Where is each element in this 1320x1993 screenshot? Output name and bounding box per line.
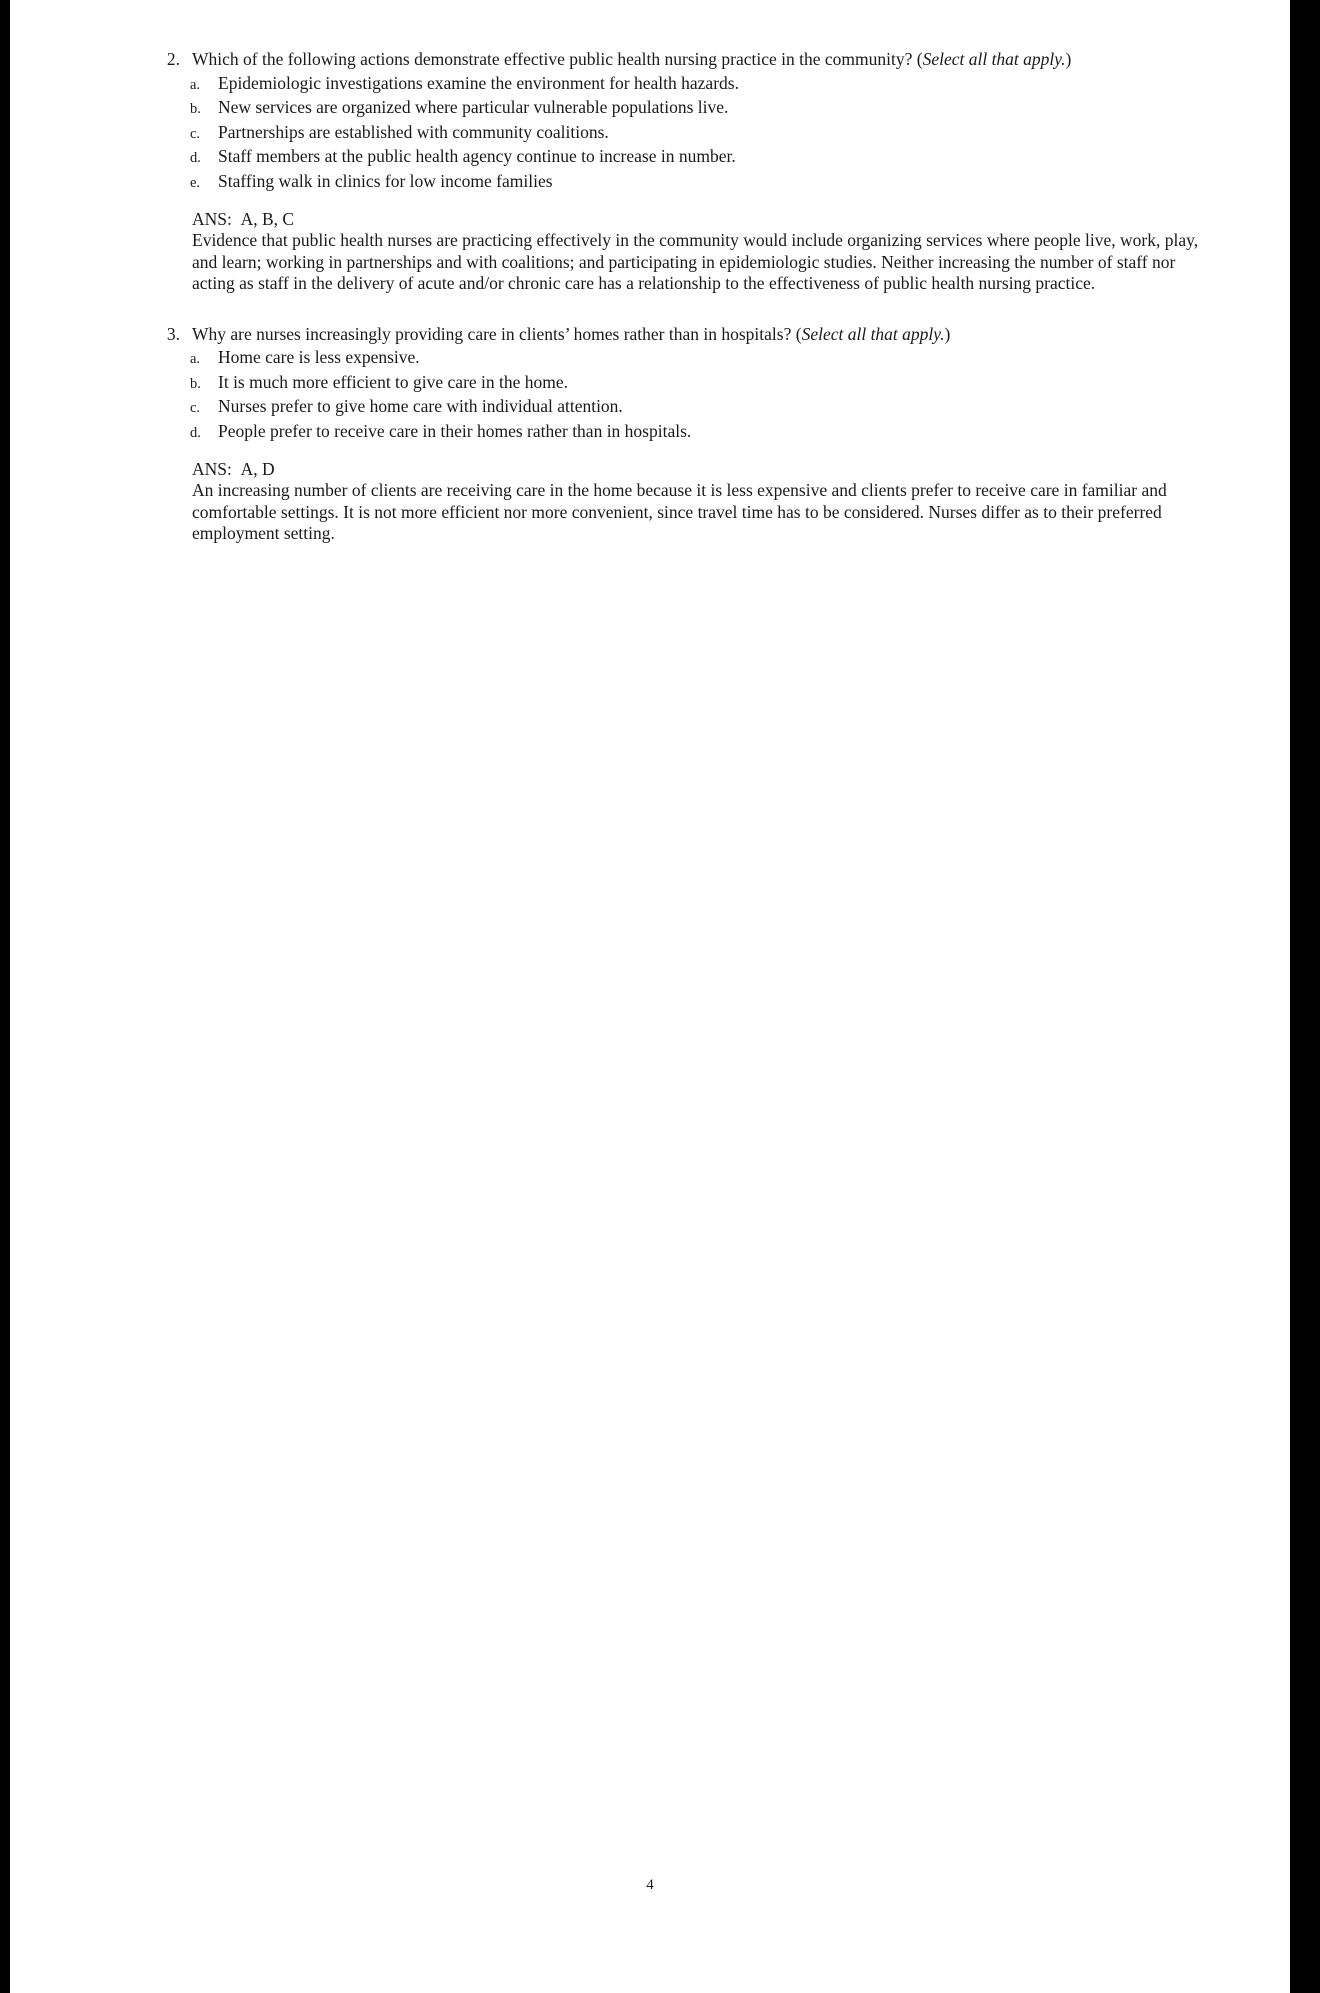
list-item bbox=[150, 145, 1210, 170]
answer-label: ANS: bbox=[192, 209, 232, 229]
answer-rationale: An increasing number of clients are receiving care in the home because it is less expensive and clients prefer to receive care in familiar and comfortable settings. It is not more efficient nor more convenient, since travel time has to be considered. Nurses differ as to their preferred employment setting. bbox=[192, 480, 1167, 543]
question-stem-italic: Select all that apply. bbox=[922, 49, 1066, 69]
answer-line bbox=[192, 209, 1202, 230]
question-stem-row bbox=[150, 323, 1210, 346]
option-text: Staffing walk in clinics for low income families bbox=[218, 170, 553, 191]
option-list bbox=[150, 72, 1210, 195]
option-letter: c. bbox=[190, 125, 201, 142]
option-list bbox=[150, 346, 1210, 444]
option-text: Staff members at the public health agency continue to increase in number. bbox=[218, 146, 736, 166]
option-letter: b. bbox=[190, 375, 201, 392]
list-item bbox=[150, 96, 1210, 121]
option-text: It is much more efficient to give care in the home. bbox=[218, 371, 569, 392]
document-page bbox=[10, 0, 1290, 1993]
question-stem-main: Which of the following actions demonstrate effective public health nursing practice in the community? ( bbox=[192, 49, 923, 69]
answer-value: A, D bbox=[240, 459, 275, 479]
question-stem bbox=[180, 323, 950, 346]
answer-label: ANS: bbox=[192, 459, 232, 479]
option-letter: d. bbox=[190, 424, 201, 441]
page-number: 4 bbox=[646, 1877, 654, 1893]
question-stem bbox=[180, 48, 1071, 71]
list-item bbox=[150, 371, 1210, 396]
option-letter: c. bbox=[190, 400, 201, 416]
question-block bbox=[150, 323, 1210, 545]
answer-block bbox=[192, 209, 1202, 295]
question-stem-italic: Select all that apply. bbox=[801, 323, 945, 344]
question-number: 3. bbox=[166, 323, 180, 344]
answer-rationale: Evidence that public health nurses are practicing effectively in the community would include organizing services where people live, work, play, and learn; working in partnerships and with coalitions; and participating in epidemiologic studies. Neither increasing the number of staff nor acting as staff in the delivery of acute and/or chronic care has a relationship to the effectiveness of public health nursing practice. bbox=[192, 230, 1199, 293]
question-stem-main: Why are nurses increasingly providing care in clients’ homes rather than in hospitals? ( bbox=[192, 323, 802, 344]
option-text: Partnerships are established with community coalitions. bbox=[218, 121, 609, 142]
list-item bbox=[150, 121, 1210, 146]
option-text: New services are organized where particular vulnerable populations live. bbox=[218, 97, 729, 117]
list-item bbox=[150, 395, 1210, 420]
answer-block bbox=[192, 459, 1202, 545]
answer-value: A, B, C bbox=[240, 209, 295, 229]
answer-line bbox=[192, 459, 1202, 480]
option-text: Epidemiologic investigations examine the environment for health hazards. bbox=[218, 72, 739, 93]
question-stem-end: ) bbox=[1065, 49, 1072, 69]
option-letter: d. bbox=[190, 150, 201, 166]
list-item bbox=[150, 72, 1210, 97]
option-letter: a. bbox=[190, 76, 201, 93]
list-item bbox=[150, 346, 1210, 371]
question-block bbox=[150, 48, 1210, 295]
option-letter: b. bbox=[190, 101, 201, 117]
option-letter: e. bbox=[190, 174, 201, 191]
question-stem-end: ) bbox=[944, 323, 951, 344]
block-spacer bbox=[150, 295, 1210, 323]
option-text: Nurses prefer to give home care with individual attention. bbox=[218, 396, 623, 416]
page-content bbox=[150, 48, 1210, 545]
question-number: 2. bbox=[166, 49, 180, 69]
list-item bbox=[150, 170, 1210, 195]
option-text: Home care is less expensive. bbox=[218, 347, 420, 367]
question-stem-row bbox=[150, 48, 1210, 71]
option-letter: a. bbox=[190, 351, 201, 367]
list-item bbox=[150, 420, 1210, 445]
option-text: People prefer to receive care in their homes rather than in hospitals. bbox=[218, 420, 692, 441]
